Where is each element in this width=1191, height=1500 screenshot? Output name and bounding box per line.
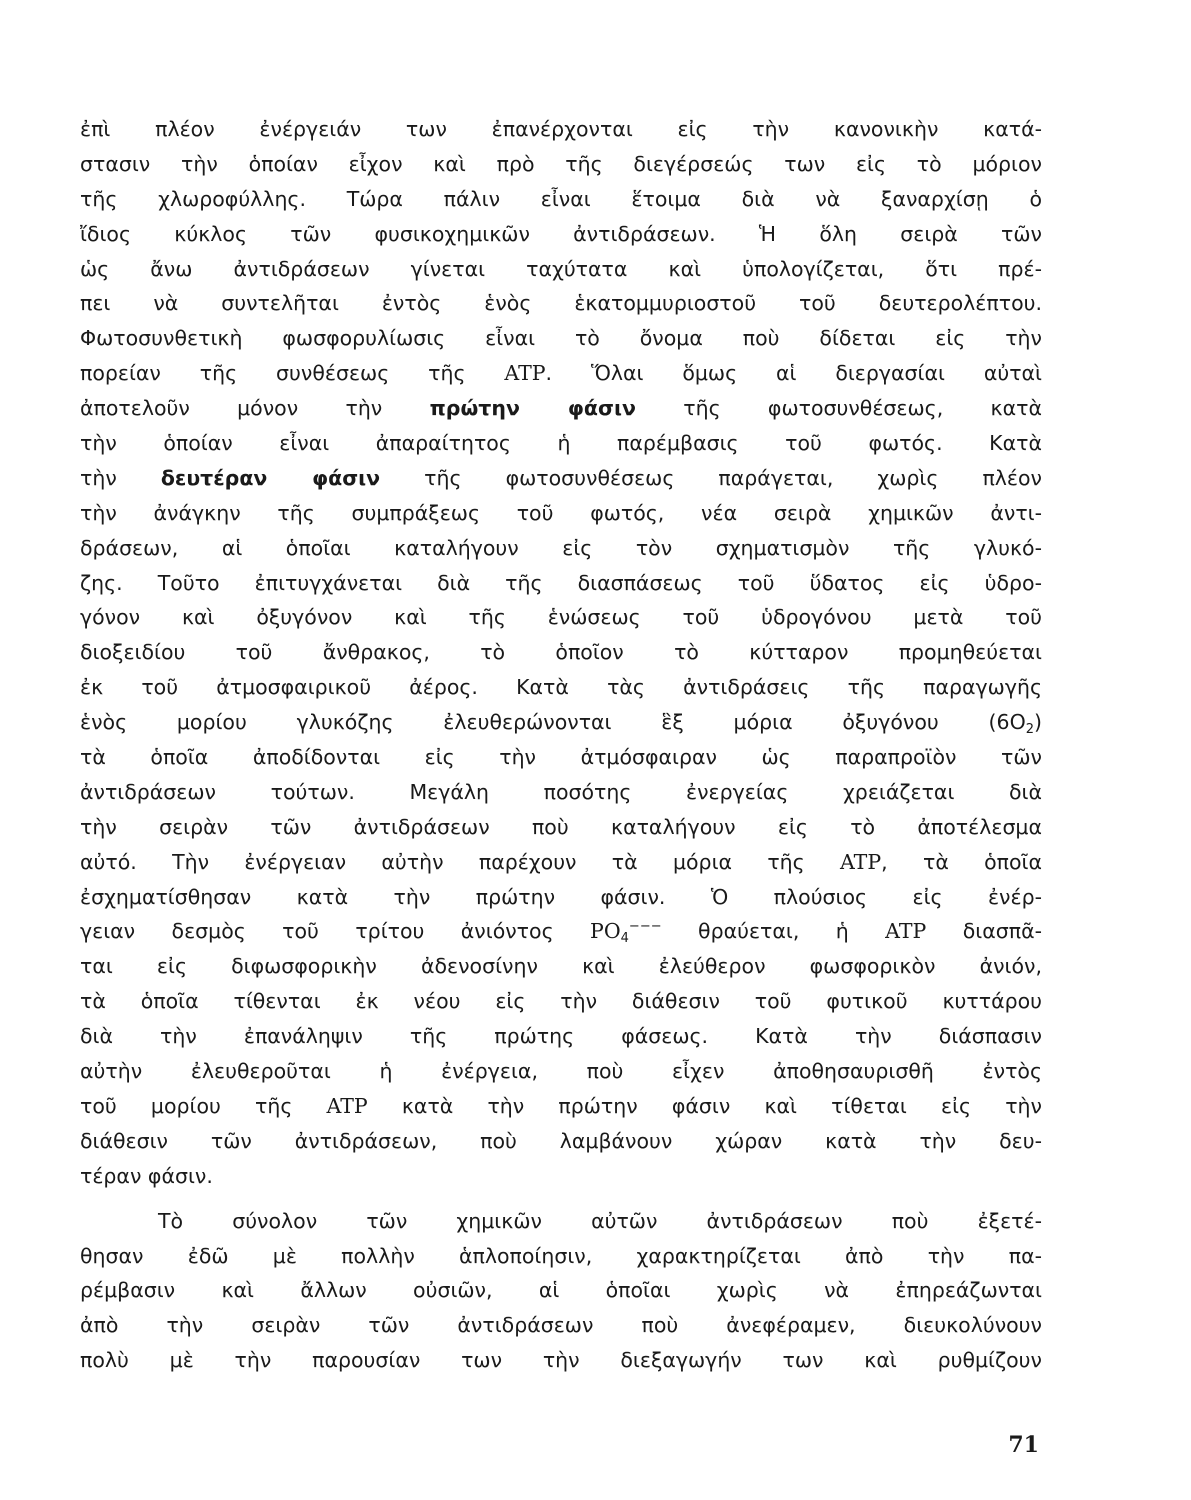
text-line-5: ὡς ἄνω ἀντιδράσεων γίνεται ταχύτατα καὶ ὑπολογίζεται, ὅτι πρέ- xyxy=(80,256,1042,281)
text-line-6: πει νὰ συντελῆται ἐντὸς ἑνὸς ἑκατομμυριοστοῦ τοῦ δευτερολέπτου. xyxy=(80,291,1042,316)
text-fragment: πορείαν τῆς συνθέσεως τῆς xyxy=(80,361,505,386)
text-line-11 xyxy=(80,461,1042,496)
text-line-19: τὰ ὁποῖα ἀποδίδονται εἰς τὴν ἀτμόσφαιραν ὡς παραπροϊὸν τῶν xyxy=(80,745,1042,770)
text-fragment: κατὰ τὴν πρώτην φάσιν καὶ τίθεται εἰς τὴν xyxy=(367,1093,1042,1118)
text-fragment: ) xyxy=(1034,710,1042,735)
text-line-13: δράσεων, αἱ ὁποῖαι καταλήγουν εἰς τὸν σχηματισμὸν τῆς γλυκό- xyxy=(80,535,1042,560)
text-line-28: αὐτὴν ἐλευθεροῦται ἡ ἐνέργεια, ποὺ εἶχεν ἀποθησαυρισθῆ ἐντὸς xyxy=(80,1059,1042,1084)
text-line-16: διοξειδίου τοῦ ἄνθρακος, τὸ ὁποῖον τὸ κύτταρον προμηθεύεται xyxy=(80,640,1042,665)
text-fragment: τοῦ μορίου τῆς xyxy=(80,1093,327,1118)
text-line-8 xyxy=(80,356,1042,391)
superscript-charge: −−− xyxy=(628,919,662,935)
text-line-7: Φωτοσυνθετικὴ φωσφορυλίωσις εἶναι τὸ ὄνομα ποὺ δίδεται εἰς τὴν xyxy=(80,326,1042,351)
text-line-27: διὰ τὴν ἐπανάληψιν τῆς πρώτης φάσεως. Κατὰ τὴν διάσπασιν xyxy=(80,1024,1042,1049)
subscript: 2 xyxy=(1025,722,1034,738)
subscript: 4 xyxy=(620,931,629,947)
atp-term: ATP xyxy=(840,849,882,874)
text-fragment: γειαν δεσμὸς τοῦ τρίτου ἀνιόντος xyxy=(80,919,591,944)
text-line-21: τὴν σειρὰν τῶν ἀντιδράσεων ποὺ καταλήγουν εἰς τὸ ἀποτέλεσμα xyxy=(80,814,1042,839)
text-line-31: τέραν φάσιν. xyxy=(80,1163,213,1188)
text-line-4: ἴδιος κύκλος τῶν φυσικοχημικῶν ἀντιδράσεων. Ἡ ὅλη σειρὰ τῶν xyxy=(80,221,1042,246)
text-fragment: ἀποτελοῦν μόνον τὴν xyxy=(80,396,430,421)
text-line-10: τὴν ὁποίαν εἶναι ἀπαραίτητος ἡ παρέμβασις τοῦ φωτός. Κατὰ xyxy=(80,431,1042,456)
text-line-25: ται εἰς διφωσφορικὴν ἀδενοσίνην καὶ ἐλεύθερον φωσφορικὸν ἀνιόν, xyxy=(80,954,1042,979)
text-line-29 xyxy=(80,1089,1042,1124)
bold-term-first-phase: πρώτην φάσιν xyxy=(429,396,636,421)
text-line-14: ζης. Τοῦτο ἐπιτυγχάνεται διὰ τῆς διασπάσεως τοῦ ὕδατος εἰς ὑδρο- xyxy=(80,570,1042,595)
text-line-3: τῆς χλωροφύλλης. Τώρα πάλιν εἶναι ἕτοιμα διὰ νὰ ξαναρχίσῃ ὁ xyxy=(80,186,1042,211)
text-fragment: αὐτό. Τὴν ἐνέργειαν αὐτὴν παρέχουν τὰ μόρια τῆς xyxy=(80,849,840,874)
page-number: 71 xyxy=(1008,1432,1039,1458)
text-line-24 xyxy=(80,914,1042,949)
body-text xyxy=(80,112,1042,1378)
atp-term: ATP xyxy=(885,919,927,944)
text-line-20: ἀντιδράσεων τούτων. Μεγάλη ποσότης ἐνεργείας χρειάζεται διὰ xyxy=(80,779,1042,804)
text-line-2: στασιν τὴν ὁποίαν εἶχον καὶ πρὸ τῆς διεγέρσεώς των εἰς τὸ μόριον xyxy=(80,151,1042,176)
text-line-23: ἐσχηματίσθησαν κατὰ τὴν πρώτην φάσιν. Ὁ πλούσιος εἰς ἐνέρ- xyxy=(80,884,1042,909)
text-fragment: . Ὅλαι ὅμως αἱ διεργασίαι αὐταὶ xyxy=(545,361,1042,386)
text-fragment: ἑνὸς μορίου γλυκόζης ἐλευθερώνονται ἓξ μόρια ὀξυγόνου (6O xyxy=(80,710,1026,735)
paragraph2-line-2: θησαν ἐδῶ μὲ πολλὴν ἁπλοποίησιν, χαρακτηρίζεται ἀπὸ τὴν πα- xyxy=(80,1243,1042,1268)
text-line-15: γόνον καὶ ὀξυγόνον καὶ τῆς ἑνώσεως τοῦ ὑδρογόνου μετὰ τοῦ xyxy=(80,605,1042,630)
atp-term: ATP xyxy=(504,361,546,386)
text-line-12: τὴν ἀνάγκην τῆς συμπράξεως τοῦ φωτός, νέα σειρὰ χημικῶν ἀντι- xyxy=(80,500,1042,525)
text-fragment: , τὰ ὁποῖα xyxy=(881,849,1043,874)
text-line-22 xyxy=(80,845,1042,880)
text-line-30: διάθεσιν τῶν ἀντιδράσεων, ποὺ λαμβάνουν χώραν κατὰ τὴν δευ- xyxy=(80,1128,1042,1153)
text-line-1: ἐπὶ πλέον ἐνέργειάν των ἐπανέρχονται εἰς τὴν κανονικὴν κατά- xyxy=(80,117,1042,141)
text-fragment: θραύεται, ἡ xyxy=(661,919,886,944)
paragraph2-line-4: ἀπὸ τὴν σειρὰν τῶν ἀντιδράσεων ποὺ ἀνεφέραμεν, διευκολύνουν xyxy=(80,1313,1042,1338)
text-fragment: τῆς φωτοσυνθέσεως, κατὰ xyxy=(635,396,1042,421)
text-line-26: τὰ ὁποῖα τίθενται ἐκ νέου εἰς τὴν διάθεσιν τοῦ φυτικοῦ κυττάρου xyxy=(80,989,1042,1014)
text-fragment: διασπᾶ- xyxy=(926,919,1042,944)
paragraph2-line-5: πολὺ μὲ τὴν παρουσίαν των τὴν διεξαγωγήν των καὶ ρυθμίζουν xyxy=(80,1348,1042,1373)
text-line-9 xyxy=(80,391,1042,426)
text-line-18 xyxy=(80,705,1042,740)
phosphate-formula: PO xyxy=(590,919,621,944)
text-line-17: ἐκ τοῦ ἀτμοσφαιρικοῦ ἀέρος. Κατὰ τὰς ἀντιδράσεις τῆς παραγωγῆς xyxy=(80,675,1042,700)
paragraph2-line-1: Τὸ σύνολον τῶν χημικῶν αὐτῶν ἀντιδράσεων ποὺ ἐξετέ- xyxy=(158,1208,1042,1233)
text-fragment: τὴν xyxy=(80,465,161,490)
paragraph2-line-3: ρέμβασιν καὶ ἄλλων οὐσιῶν, αἱ ὁποῖαι χωρὶς νὰ ἐπηρεάζωνται xyxy=(80,1278,1042,1303)
text-fragment: τῆς φωτοσυνθέσεως παράγεται, χωρὶς πλέον xyxy=(380,465,1042,490)
bold-term-second-phase: δευτέραν φάσιν xyxy=(160,465,381,490)
atp-term: ATP xyxy=(326,1093,368,1118)
